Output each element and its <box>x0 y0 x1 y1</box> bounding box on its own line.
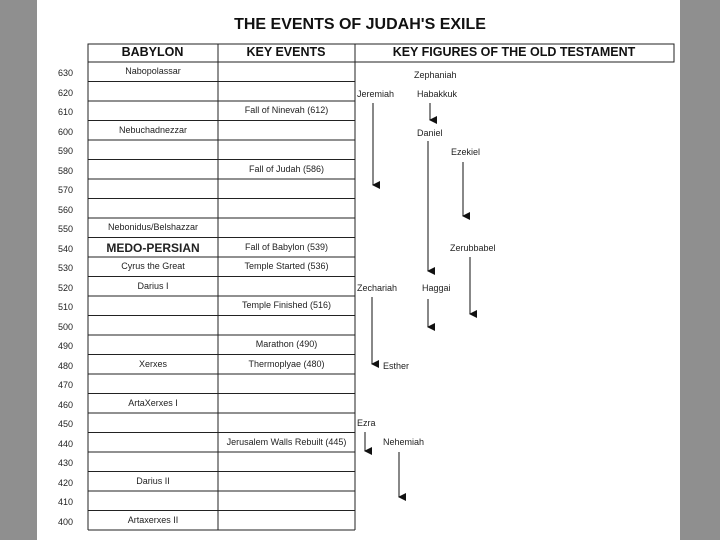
babylon-cell: Nebonidus/Belshazzar <box>107 222 199 232</box>
year-label: 620 <box>58 87 74 98</box>
year-label: 430 <box>58 458 74 468</box>
event-cell: Marathon (490) <box>255 339 318 349</box>
figure-jeremiah: Jeremiah <box>357 89 395 99</box>
figure-zechariah: Zechariah <box>357 283 398 293</box>
year-label: 560 <box>58 204 74 215</box>
figure-zerubbabel: Zerubbabel <box>450 243 496 253</box>
event-cell: Fall of Babylon (539) <box>244 241 329 252</box>
year-label: 440 <box>58 438 74 449</box>
year-label: 580 <box>58 165 74 176</box>
babylon-cell: ArtaXerxes I <box>128 397 178 408</box>
year-label: 590 <box>58 146 74 156</box>
babylon-cell: Darius I <box>137 280 169 291</box>
figure-esther: Esther <box>383 361 410 371</box>
header-babylon: BABYLON <box>121 45 184 59</box>
year-label: 630 <box>58 68 74 78</box>
year-label: 480 <box>58 360 74 371</box>
year-label: 490 <box>58 341 74 351</box>
year-label: 420 <box>58 477 74 488</box>
babylon-cell: Nebuchadnezzar <box>118 124 188 135</box>
year-label: 530 <box>58 263 74 273</box>
year-label: 510 <box>58 302 74 312</box>
year-label: 400 <box>58 516 74 527</box>
event-cell: Jerusalem Walls Rebuilt (445) <box>226 436 347 447</box>
event-cell: Fall of Ninevah (612) <box>244 105 329 115</box>
year-label: 550 <box>58 224 74 234</box>
babylon-cell: MEDO-PERSIAN <box>106 240 200 255</box>
header-row-border <box>88 44 674 62</box>
year-label: 600 <box>58 126 74 137</box>
header-key-figures: KEY FIGURES OF THE OLD TESTAMENT <box>392 45 636 59</box>
figure-habakkuk: Habakkuk <box>417 89 458 99</box>
page-title: THE EVENTS OF JUDAH'S EXILE <box>234 16 486 33</box>
figure-daniel: Daniel <box>417 128 443 138</box>
year-label: 500 <box>58 321 74 332</box>
year-label: 540 <box>58 243 74 254</box>
babylon-cell: Darius II <box>136 475 170 486</box>
event-cell: Temple Started (536) <box>244 261 329 271</box>
event-cell: Temple Finished (516) <box>241 300 332 310</box>
year-label: 610 <box>58 107 74 117</box>
header-key-events: KEY EVENTS <box>246 45 326 59</box>
event-cell: Thermoplyae (480) <box>248 358 325 369</box>
figure-ezekiel: Ezekiel <box>451 147 481 157</box>
babylon-cell: Nabopolassar <box>125 66 181 76</box>
babylon-cell: Cyrus the Great <box>121 261 185 271</box>
year-label: 520 <box>58 282 74 293</box>
year-label: 460 <box>58 399 74 410</box>
year-label: 410 <box>58 497 74 507</box>
babylon-cell: Xerxes <box>138 358 167 369</box>
babylon-cell: Artaxerxes II <box>127 514 179 525</box>
year-label: 470 <box>58 380 74 390</box>
figure-nehemiah: Nehemiah <box>383 437 425 447</box>
event-cell: Fall of Judah (586) <box>248 163 325 174</box>
figure-zephaniah: Zephaniah <box>414 70 457 80</box>
figure-ezra: Ezra <box>357 418 376 428</box>
figure-haggai: Haggai <box>422 283 451 293</box>
year-label: 450 <box>58 419 74 429</box>
year-label: 570 <box>58 185 74 195</box>
